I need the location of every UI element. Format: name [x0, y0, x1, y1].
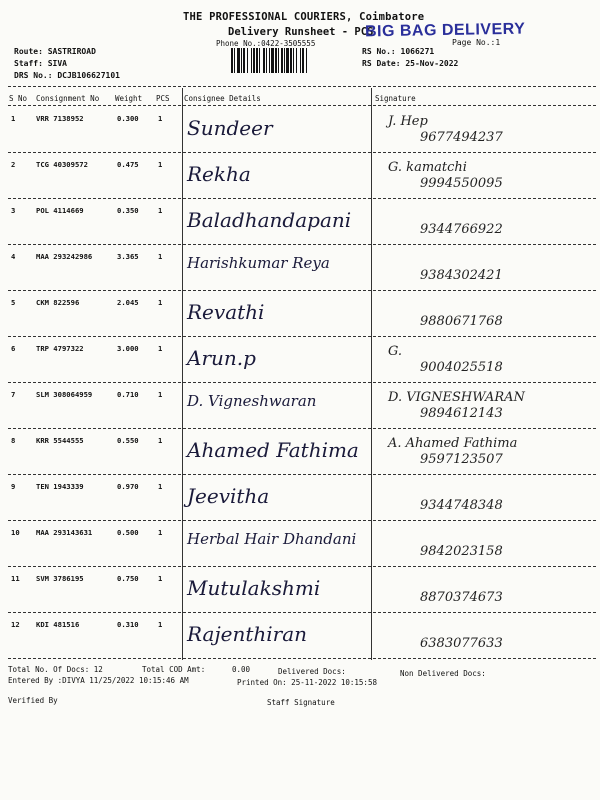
row-weight: 0.300	[117, 114, 139, 123]
row-signature: G.	[388, 344, 403, 359]
row-weight: 0.550	[117, 436, 139, 445]
row-signature: A. Ahamed Fathima	[388, 436, 518, 451]
barcode	[231, 48, 351, 73]
row-divider	[8, 152, 596, 153]
row-phone: 9597123507	[420, 452, 503, 467]
total-cod-value: 0.00	[232, 665, 251, 674]
row-signature: D. VIGNESHWARAN	[388, 390, 525, 405]
barcode-bar	[307, 48, 308, 73]
printed-on: Printed On: 25-11-2022 10:15:58	[237, 678, 377, 687]
page-number: Page No.:1	[452, 38, 501, 47]
row-weight: 0.970	[117, 482, 139, 491]
row-weight: 3.365	[117, 252, 139, 261]
row-signature: G. kamatchi	[388, 160, 467, 175]
row-pcs: 1	[158, 620, 163, 629]
row-pcs: 1	[158, 528, 163, 537]
row-pcs: 1	[158, 482, 163, 491]
row-pcs: 1	[158, 344, 163, 353]
row-phone: 9344766922	[420, 222, 503, 237]
total-cod-label: Total COD Amt:	[142, 665, 206, 674]
row-phone: 9894612143	[420, 406, 503, 421]
consignee-divider	[182, 88, 183, 660]
row-phone: 9994550095	[420, 176, 503, 191]
row-divider	[8, 474, 596, 475]
row-consignment: MAA 293242986	[36, 252, 93, 261]
row-consignment: SVM 3786195	[36, 574, 84, 583]
row-sno: 7	[11, 390, 16, 399]
rs-date: RS Date: 25-Nov-2022	[362, 59, 459, 68]
row-sno: 1	[11, 114, 16, 123]
big-bag-delivery-stamp: BIG BAG DELIVERY	[364, 20, 526, 41]
col-sno: S No	[9, 94, 28, 103]
row-phone: 8870374673	[420, 590, 503, 605]
drs-number: DRS No.: DCJB106627101	[14, 71, 120, 80]
row-consignee-handwriting: Jeevitha	[187, 484, 270, 508]
row-phone: 9880671768	[420, 314, 503, 329]
row-pcs: 1	[158, 574, 163, 583]
non-delivered-docs: Non Delivered Docs:	[400, 669, 486, 678]
col-consignment: Consignment No	[36, 94, 100, 103]
row-weight: 0.310	[117, 620, 139, 629]
row-consignee-handwriting: Harishkumar Reya	[187, 254, 330, 272]
staff-label: Staff: SIVA	[14, 59, 67, 68]
row-pcs: 1	[158, 252, 163, 261]
row-consignment: KDI 481516	[36, 620, 80, 629]
row-weight: 0.500	[117, 528, 139, 537]
row-sno: 9	[11, 482, 16, 491]
row-divider	[8, 382, 596, 383]
row-consignment: CKM 822596	[36, 298, 80, 307]
row-phone: 9842023158	[420, 544, 503, 559]
row-pcs: 1	[158, 298, 163, 307]
row-sno: 11	[11, 574, 20, 583]
row-pcs: 1	[158, 160, 163, 169]
row-sno: 10	[11, 528, 20, 537]
row-consignee-handwriting: Rajenthiran	[187, 622, 308, 646]
row-divider	[8, 244, 596, 245]
row-weight: 0.350	[117, 206, 139, 215]
runsheet-subtitle: Delivery Runsheet - PCS	[228, 26, 374, 38]
row-phone: 9004025518	[420, 360, 503, 375]
row-consignee-handwriting: Ahamed Fathima	[187, 438, 359, 462]
col-pcs: PCS	[156, 94, 170, 103]
row-phone: 6383077633	[420, 636, 503, 651]
row-pcs: 1	[158, 114, 163, 123]
row-consignee-handwriting: D. Vigneshwaran	[187, 392, 317, 410]
row-consignment: TRP 4797322	[36, 344, 84, 353]
row-consignment: TCG 40309572	[36, 160, 88, 169]
row-weight: 0.710	[117, 390, 139, 399]
column-rule	[8, 105, 596, 106]
row-pcs: 1	[158, 436, 163, 445]
row-divider	[8, 612, 596, 613]
row-divider	[8, 336, 596, 337]
row-weight: 2.045	[117, 298, 139, 307]
row-sno: 4	[11, 252, 16, 261]
rs-number: RS No.: 1066271	[362, 47, 435, 56]
signature-divider	[371, 88, 372, 660]
row-consignee-handwriting: Herbal Hair Dhandani	[187, 530, 357, 548]
row-divider	[8, 658, 596, 659]
row-consignee-handwriting: Arun.p	[187, 346, 256, 370]
row-sno: 6	[11, 344, 16, 353]
row-sno: 12	[11, 620, 20, 629]
row-divider	[8, 290, 596, 291]
row-phone: 9344748348	[420, 498, 503, 513]
row-signature: J. Hep	[388, 114, 428, 129]
staff-signature: Staff Signature	[267, 698, 335, 707]
row-pcs: 1	[158, 206, 163, 215]
row-divider	[8, 198, 596, 199]
row-consignee-handwriting: Mutulakshmi	[187, 576, 321, 600]
row-consignment: SLM 308064959	[36, 390, 93, 399]
row-weight: 0.475	[117, 160, 139, 169]
row-consignee-handwriting: Rekha	[187, 162, 251, 186]
row-divider	[8, 428, 596, 429]
company-phone: Phone No.:0422-3505555	[216, 39, 316, 48]
row-consignment: VRR 7138952	[36, 114, 84, 123]
col-weight: Weight	[115, 94, 143, 103]
row-consignee-handwriting: Sundeer	[187, 116, 273, 140]
row-consignment: MAA 293143631	[36, 528, 93, 537]
row-weight: 0.750	[117, 574, 139, 583]
entered-by: Entered By :DIVYA 11/25/2022 10:15:46 AM	[8, 676, 189, 685]
row-consignee-handwriting: Revathi	[187, 300, 265, 324]
delivered-docs: Delivered Docs:	[278, 667, 346, 676]
row-weight: 3.000	[117, 344, 139, 353]
col-consignee: Consignee Details	[184, 94, 261, 103]
row-divider	[8, 566, 596, 567]
row-consignment: POL 4114669	[36, 206, 84, 215]
row-sno: 3	[11, 206, 16, 215]
row-consignment: TEN 1943339	[36, 482, 84, 491]
row-sno: 2	[11, 160, 16, 169]
route-label: Route: SASTRIROAD	[14, 47, 96, 56]
row-phone: 9384302421	[420, 268, 503, 283]
row-divider	[8, 520, 596, 521]
verified-by: Verified By	[8, 696, 58, 705]
row-consignment: KRR 5544555	[36, 436, 84, 445]
row-pcs: 1	[158, 390, 163, 399]
total-docs: Total No. Of Docs: 12	[8, 665, 103, 674]
row-phone: 9677494237	[420, 130, 503, 145]
row-sno: 5	[11, 298, 16, 307]
row-sno: 8	[11, 436, 16, 445]
header-rule	[8, 86, 596, 87]
col-signature: Signature	[375, 94, 416, 103]
company-title: THE PROFESSIONAL COURIERS, Coimbatore	[183, 11, 425, 23]
row-consignee-handwriting: Baladhandapani	[187, 208, 352, 232]
